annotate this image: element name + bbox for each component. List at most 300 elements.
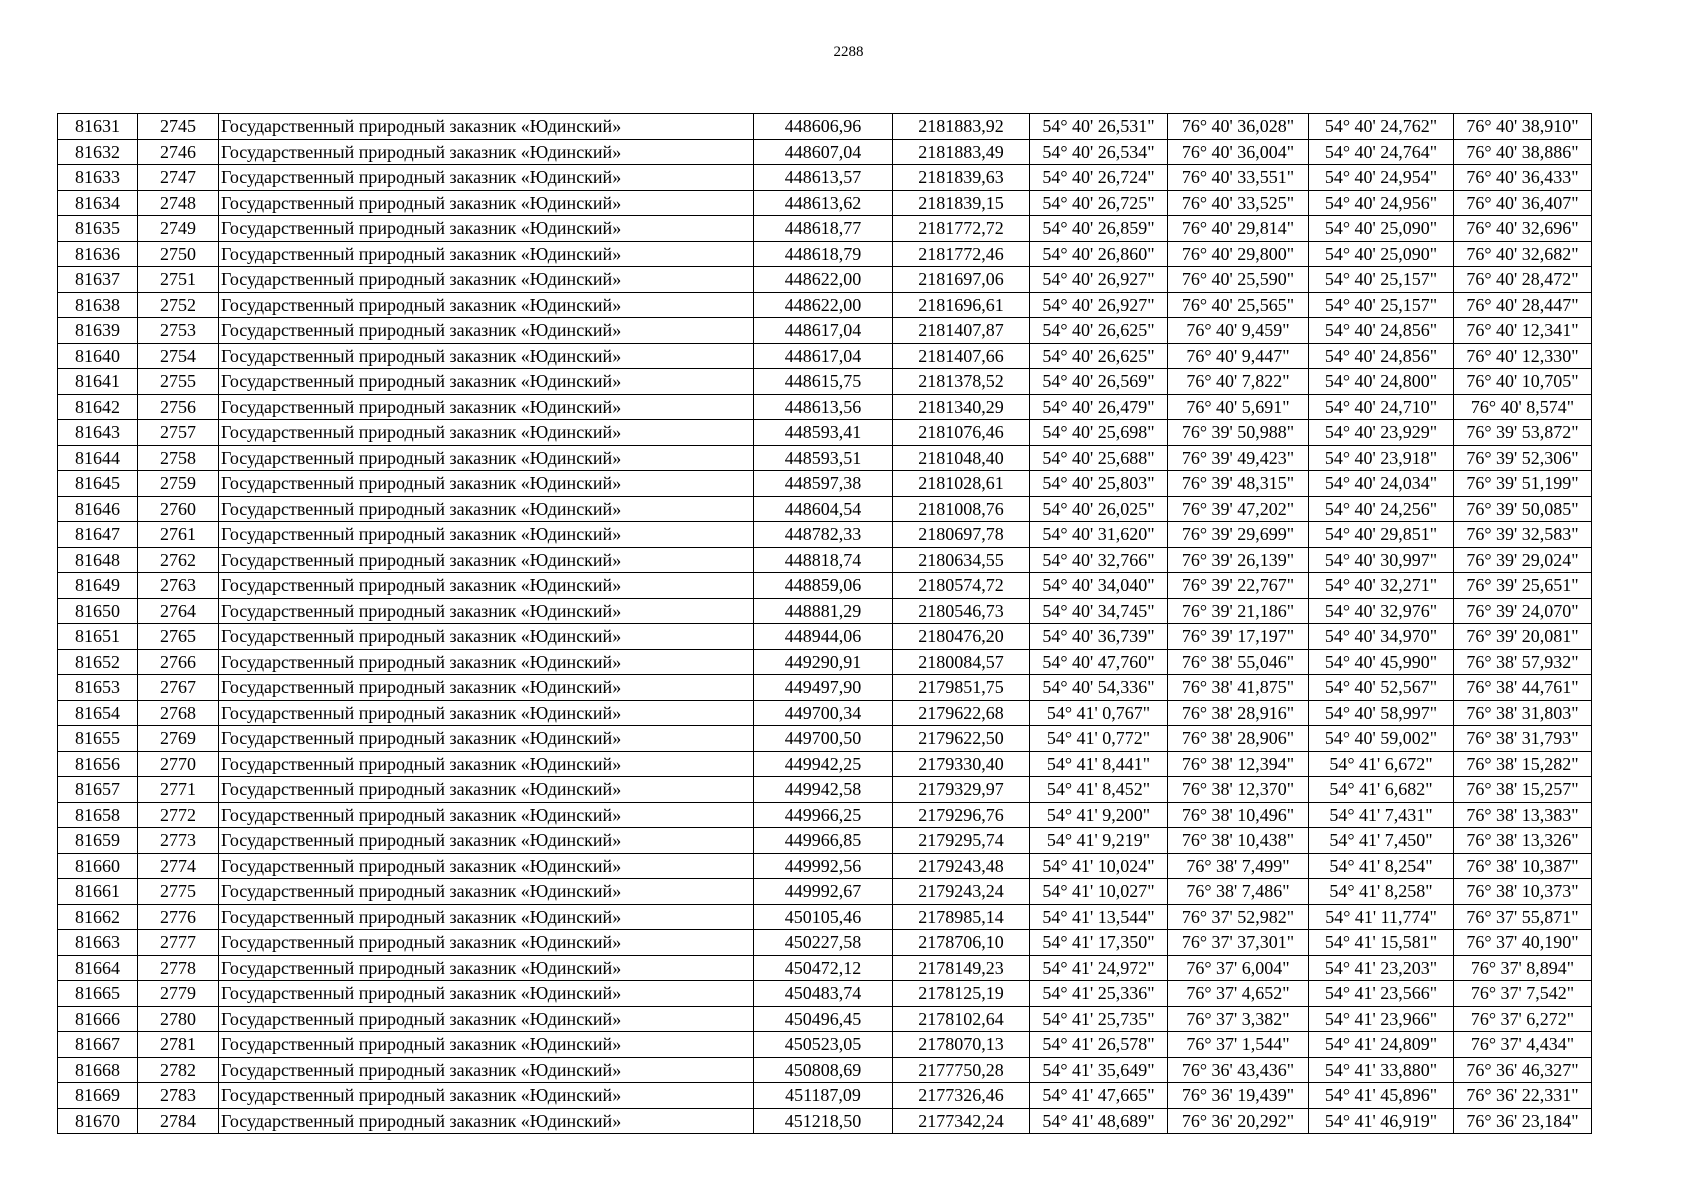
latitude-2-cell: 54° 40' 24,764"	[1309, 139, 1454, 165]
latitude-2-cell: 54° 40' 59,002"	[1309, 726, 1454, 752]
x-coordinate-cell: 448615,75	[754, 369, 893, 395]
y-coordinate-cell: 2178706,10	[893, 930, 1030, 956]
point-number-cell: 2757	[138, 420, 219, 446]
y-coordinate-cell: 2180634,55	[893, 547, 1030, 573]
y-coordinate-cell: 2181772,72	[893, 216, 1030, 242]
table-row	[58, 1032, 1592, 1058]
x-coordinate-cell: 448617,04	[754, 343, 893, 369]
latitude-1-cell: 54° 40' 25,803"	[1030, 471, 1168, 497]
reserve-name-cell: Государственный природный заказник «Юдинский»	[219, 573, 754, 599]
row-id-cell: 81640	[58, 343, 138, 369]
reserve-name-cell: Государственный природный заказник «Юдинский»	[219, 471, 754, 497]
longitude-1-cell: 76° 39' 50,988"	[1168, 420, 1309, 446]
latitude-2-cell: 54° 40' 25,157"	[1309, 292, 1454, 318]
x-coordinate-cell: 449290,91	[754, 649, 893, 675]
row-id-cell: 81662	[58, 904, 138, 930]
row-id-cell: 81646	[58, 496, 138, 522]
reserve-name-cell: Государственный природный заказник «Юдинский»	[219, 190, 754, 216]
longitude-1-cell: 76° 39' 17,197"	[1168, 624, 1309, 650]
y-coordinate-cell: 2178070,13	[893, 1032, 1030, 1058]
table-row	[58, 343, 1592, 369]
row-id-cell: 81661	[58, 879, 138, 905]
longitude-1-cell: 76° 39' 48,315"	[1168, 471, 1309, 497]
row-id-cell: 81663	[58, 930, 138, 956]
latitude-1-cell: 54° 40' 26,859"	[1030, 216, 1168, 242]
reserve-name-cell: Государственный природный заказник «Юдинский»	[219, 216, 754, 242]
reserve-name-cell: Государственный природный заказник «Юдинский»	[219, 267, 754, 293]
y-coordinate-cell: 2179622,68	[893, 700, 1030, 726]
row-id-cell: 81653	[58, 675, 138, 701]
latitude-2-cell: 54° 40' 45,990"	[1309, 649, 1454, 675]
y-coordinate-cell: 2179622,50	[893, 726, 1030, 752]
longitude-1-cell: 76° 38' 12,394"	[1168, 751, 1309, 777]
longitude-1-cell: 76° 40' 25,565"	[1168, 292, 1309, 318]
y-coordinate-cell: 2181008,76	[893, 496, 1030, 522]
point-number-cell: 2751	[138, 267, 219, 293]
latitude-2-cell: 54° 41' 6,682"	[1309, 777, 1454, 803]
x-coordinate-cell: 448881,29	[754, 598, 893, 624]
latitude-2-cell: 54° 40' 24,256"	[1309, 496, 1454, 522]
x-coordinate-cell: 448782,33	[754, 522, 893, 548]
x-coordinate-cell: 450808,69	[754, 1057, 893, 1083]
reserve-name-cell: Государственный природный заказник «Юдинский»	[219, 955, 754, 981]
longitude-1-cell: 76° 40' 7,822"	[1168, 369, 1309, 395]
reserve-name-cell: Государственный природный заказник «Юдинский»	[219, 777, 754, 803]
latitude-2-cell: 54° 40' 32,976"	[1309, 598, 1454, 624]
latitude-1-cell: 54° 40' 26,479"	[1030, 394, 1168, 420]
y-coordinate-cell: 2178149,23	[893, 955, 1030, 981]
longitude-2-cell: 76° 38' 10,387"	[1454, 853, 1592, 879]
longitude-2-cell: 76° 38' 13,326"	[1454, 828, 1592, 854]
row-id-cell: 81649	[58, 573, 138, 599]
y-coordinate-cell: 2181340,29	[893, 394, 1030, 420]
latitude-2-cell: 54° 41' 6,672"	[1309, 751, 1454, 777]
longitude-2-cell: 76° 40' 36,433"	[1454, 165, 1592, 191]
y-coordinate-cell: 2178985,14	[893, 904, 1030, 930]
point-number-cell: 2770	[138, 751, 219, 777]
longitude-2-cell: 76° 40' 10,705"	[1454, 369, 1592, 395]
table-row	[58, 318, 1592, 344]
longitude-1-cell: 76° 36' 19,439"	[1168, 1083, 1309, 1109]
longitude-1-cell: 76° 40' 29,814"	[1168, 216, 1309, 242]
table-row	[58, 471, 1592, 497]
y-coordinate-cell: 2179243,48	[893, 853, 1030, 879]
table-row	[58, 114, 1592, 140]
longitude-2-cell: 76° 40' 36,407"	[1454, 190, 1592, 216]
x-coordinate-cell: 448618,77	[754, 216, 893, 242]
point-number-cell: 2747	[138, 165, 219, 191]
table-row	[58, 139, 1592, 165]
longitude-2-cell: 76° 37' 7,542"	[1454, 981, 1592, 1007]
point-number-cell: 2758	[138, 445, 219, 471]
table-row	[58, 445, 1592, 471]
table-row	[58, 522, 1592, 548]
x-coordinate-cell: 450496,45	[754, 1006, 893, 1032]
latitude-1-cell: 54° 40' 34,040"	[1030, 573, 1168, 599]
latitude-1-cell: 54° 40' 26,625"	[1030, 318, 1168, 344]
row-id-cell: 81647	[58, 522, 138, 548]
reserve-name-cell: Государственный природный заказник «Юдинский»	[219, 930, 754, 956]
longitude-2-cell: 76° 39' 32,583"	[1454, 522, 1592, 548]
latitude-1-cell: 54° 40' 26,927"	[1030, 267, 1168, 293]
y-coordinate-cell: 2180476,20	[893, 624, 1030, 650]
latitude-1-cell: 54° 41' 10,024"	[1030, 853, 1168, 879]
latitude-1-cell: 54° 41' 48,689"	[1030, 1108, 1168, 1134]
latitude-1-cell: 54° 40' 26,927"	[1030, 292, 1168, 318]
x-coordinate-cell: 449497,90	[754, 675, 893, 701]
latitude-1-cell: 54° 40' 31,620"	[1030, 522, 1168, 548]
longitude-2-cell: 76° 39' 24,070"	[1454, 598, 1592, 624]
x-coordinate-cell: 450472,12	[754, 955, 893, 981]
latitude-1-cell: 54° 40' 26,025"	[1030, 496, 1168, 522]
longitude-2-cell: 76° 36' 23,184"	[1454, 1108, 1592, 1134]
table-row	[58, 751, 1592, 777]
latitude-1-cell: 54° 41' 0,772"	[1030, 726, 1168, 752]
reserve-name-cell: Государственный природный заказник «Юдинский»	[219, 547, 754, 573]
reserve-name-cell: Государственный природный заказник «Юдинский»	[219, 726, 754, 752]
y-coordinate-cell: 2178125,19	[893, 981, 1030, 1007]
point-number-cell: 2773	[138, 828, 219, 854]
table-row	[58, 267, 1592, 293]
table-row	[58, 598, 1592, 624]
x-coordinate-cell: 448613,62	[754, 190, 893, 216]
latitude-1-cell: 54° 40' 26,860"	[1030, 241, 1168, 267]
point-number-cell: 2752	[138, 292, 219, 318]
longitude-2-cell: 76° 39' 51,199"	[1454, 471, 1592, 497]
reserve-name-cell: Государственный природный заказник «Юдинский»	[219, 292, 754, 318]
latitude-1-cell: 54° 41' 13,544"	[1030, 904, 1168, 930]
x-coordinate-cell: 451218,50	[754, 1108, 893, 1134]
row-id-cell: 81639	[58, 318, 138, 344]
latitude-2-cell: 54° 41' 8,254"	[1309, 853, 1454, 879]
y-coordinate-cell: 2181772,46	[893, 241, 1030, 267]
reserve-name-cell: Государственный природный заказник «Юдинский»	[219, 420, 754, 446]
x-coordinate-cell: 448606,96	[754, 114, 893, 140]
y-coordinate-cell: 2177326,46	[893, 1083, 1030, 1109]
reserve-name-cell: Государственный природный заказник «Юдинский»	[219, 241, 754, 267]
longitude-2-cell: 76° 38' 44,761"	[1454, 675, 1592, 701]
latitude-2-cell: 54° 40' 25,157"	[1309, 267, 1454, 293]
latitude-2-cell: 54° 40' 24,034"	[1309, 471, 1454, 497]
latitude-2-cell: 54° 40' 29,851"	[1309, 522, 1454, 548]
latitude-1-cell: 54° 40' 26,625"	[1030, 343, 1168, 369]
longitude-2-cell: 76° 40' 38,886"	[1454, 139, 1592, 165]
row-id-cell: 81634	[58, 190, 138, 216]
longitude-1-cell: 76° 39' 49,423"	[1168, 445, 1309, 471]
y-coordinate-cell: 2181028,61	[893, 471, 1030, 497]
longitude-1-cell: 76° 39' 22,767"	[1168, 573, 1309, 599]
longitude-1-cell: 76° 36' 43,436"	[1168, 1057, 1309, 1083]
reserve-name-cell: Государственный природный заказник «Юдинский»	[219, 828, 754, 854]
x-coordinate-cell: 449700,50	[754, 726, 893, 752]
y-coordinate-cell: 2178102,64	[893, 1006, 1030, 1032]
point-number-cell: 2775	[138, 879, 219, 905]
x-coordinate-cell: 449992,67	[754, 879, 893, 905]
table-row	[58, 853, 1592, 879]
longitude-1-cell: 76° 40' 36,028"	[1168, 114, 1309, 140]
longitude-2-cell: 76° 39' 20,081"	[1454, 624, 1592, 650]
row-id-cell: 81658	[58, 802, 138, 828]
x-coordinate-cell: 449700,34	[754, 700, 893, 726]
table-row	[58, 930, 1592, 956]
table-row	[58, 394, 1592, 420]
longitude-2-cell: 76° 40' 12,330"	[1454, 343, 1592, 369]
table-row	[58, 777, 1592, 803]
row-id-cell: 81657	[58, 777, 138, 803]
x-coordinate-cell: 448617,04	[754, 318, 893, 344]
table-row	[58, 675, 1592, 701]
latitude-1-cell: 54° 41' 35,649"	[1030, 1057, 1168, 1083]
y-coordinate-cell: 2181696,61	[893, 292, 1030, 318]
latitude-1-cell: 54° 40' 54,336"	[1030, 675, 1168, 701]
y-coordinate-cell: 2180574,72	[893, 573, 1030, 599]
longitude-2-cell: 76° 38' 57,932"	[1454, 649, 1592, 675]
table-row	[58, 1083, 1592, 1109]
longitude-1-cell: 76° 37' 6,004"	[1168, 955, 1309, 981]
point-number-cell: 2769	[138, 726, 219, 752]
table-row	[58, 369, 1592, 395]
latitude-2-cell: 54° 40' 32,271"	[1309, 573, 1454, 599]
latitude-2-cell: 54° 41' 15,581"	[1309, 930, 1454, 956]
longitude-1-cell: 76° 36' 20,292"	[1168, 1108, 1309, 1134]
reserve-name-cell: Государственный природный заказник «Юдинский»	[219, 675, 754, 701]
row-id-cell: 81654	[58, 700, 138, 726]
latitude-2-cell: 54° 40' 30,997"	[1309, 547, 1454, 573]
latitude-1-cell: 54° 40' 34,745"	[1030, 598, 1168, 624]
reserve-name-cell: Государственный природный заказник «Юдинский»	[219, 1108, 754, 1134]
longitude-1-cell: 76° 38' 7,499"	[1168, 853, 1309, 879]
row-id-cell: 81633	[58, 165, 138, 191]
row-id-cell: 81632	[58, 139, 138, 165]
latitude-1-cell: 54° 41' 10,027"	[1030, 879, 1168, 905]
point-number-cell: 2763	[138, 573, 219, 599]
latitude-1-cell: 54° 41' 8,452"	[1030, 777, 1168, 803]
row-id-cell: 81668	[58, 1057, 138, 1083]
reserve-name-cell: Государственный природный заказник «Юдинский»	[219, 598, 754, 624]
latitude-2-cell: 54° 41' 8,258"	[1309, 879, 1454, 905]
longitude-2-cell: 76° 40' 32,682"	[1454, 241, 1592, 267]
reserve-name-cell: Государственный природный заказник «Юдинский»	[219, 649, 754, 675]
longitude-2-cell: 76° 39' 25,651"	[1454, 573, 1592, 599]
row-id-cell: 81643	[58, 420, 138, 446]
point-number-cell: 2771	[138, 777, 219, 803]
longitude-1-cell: 76° 38' 28,916"	[1168, 700, 1309, 726]
y-coordinate-cell: 2177342,24	[893, 1108, 1030, 1134]
longitude-1-cell: 76° 40' 33,525"	[1168, 190, 1309, 216]
point-number-cell: 2750	[138, 241, 219, 267]
point-number-cell: 2765	[138, 624, 219, 650]
longitude-1-cell: 76° 38' 10,496"	[1168, 802, 1309, 828]
latitude-1-cell: 54° 41' 9,200"	[1030, 802, 1168, 828]
longitude-2-cell: 76° 37' 6,272"	[1454, 1006, 1592, 1032]
y-coordinate-cell: 2181839,63	[893, 165, 1030, 191]
point-number-cell: 2761	[138, 522, 219, 548]
row-id-cell: 81670	[58, 1108, 138, 1134]
row-id-cell: 81667	[58, 1032, 138, 1058]
latitude-2-cell: 54° 40' 25,090"	[1309, 216, 1454, 242]
row-id-cell: 81664	[58, 955, 138, 981]
x-coordinate-cell: 448593,41	[754, 420, 893, 446]
row-id-cell: 81635	[58, 216, 138, 242]
latitude-1-cell: 54° 40' 36,739"	[1030, 624, 1168, 650]
x-coordinate-cell: 448618,79	[754, 241, 893, 267]
longitude-1-cell: 76° 37' 52,982"	[1168, 904, 1309, 930]
row-id-cell: 81644	[58, 445, 138, 471]
point-number-cell: 2774	[138, 853, 219, 879]
y-coordinate-cell: 2181883,92	[893, 114, 1030, 140]
table-row	[58, 700, 1592, 726]
point-number-cell: 2760	[138, 496, 219, 522]
point-number-cell: 2778	[138, 955, 219, 981]
row-id-cell: 81642	[58, 394, 138, 420]
point-number-cell: 2783	[138, 1083, 219, 1109]
row-id-cell: 81669	[58, 1083, 138, 1109]
latitude-2-cell: 54° 41' 23,966"	[1309, 1006, 1454, 1032]
y-coordinate-cell: 2181407,66	[893, 343, 1030, 369]
latitude-2-cell: 54° 40' 24,710"	[1309, 394, 1454, 420]
longitude-1-cell: 76° 39' 47,202"	[1168, 496, 1309, 522]
longitude-2-cell: 76° 39' 52,306"	[1454, 445, 1592, 471]
latitude-2-cell: 54° 40' 24,856"	[1309, 343, 1454, 369]
x-coordinate-cell: 449966,85	[754, 828, 893, 854]
x-coordinate-cell: 448613,56	[754, 394, 893, 420]
table-row	[58, 955, 1592, 981]
longitude-1-cell: 76° 37' 1,544"	[1168, 1032, 1309, 1058]
latitude-2-cell: 54° 40' 25,090"	[1309, 241, 1454, 267]
x-coordinate-cell: 449942,25	[754, 751, 893, 777]
x-coordinate-cell: 449942,58	[754, 777, 893, 803]
y-coordinate-cell: 2181378,52	[893, 369, 1030, 395]
table-row	[58, 624, 1592, 650]
longitude-1-cell: 76° 37' 4,652"	[1168, 981, 1309, 1007]
longitude-2-cell: 76° 37' 40,190"	[1454, 930, 1592, 956]
point-number-cell: 2767	[138, 675, 219, 701]
y-coordinate-cell: 2179296,76	[893, 802, 1030, 828]
row-id-cell: 81655	[58, 726, 138, 752]
row-id-cell: 81631	[58, 114, 138, 140]
latitude-2-cell: 54° 40' 58,997"	[1309, 700, 1454, 726]
y-coordinate-cell: 2179851,75	[893, 675, 1030, 701]
latitude-1-cell: 54° 40' 25,698"	[1030, 420, 1168, 446]
reserve-name-cell: Государственный природный заказник «Юдинский»	[219, 1057, 754, 1083]
point-number-cell: 2746	[138, 139, 219, 165]
reserve-name-cell: Государственный природный заказник «Юдинский»	[219, 700, 754, 726]
y-coordinate-cell: 2180546,73	[893, 598, 1030, 624]
row-id-cell: 81637	[58, 267, 138, 293]
longitude-1-cell: 76° 40' 9,459"	[1168, 318, 1309, 344]
x-coordinate-cell: 448593,51	[754, 445, 893, 471]
point-number-cell: 2764	[138, 598, 219, 624]
y-coordinate-cell: 2181048,40	[893, 445, 1030, 471]
reserve-name-cell: Государственный природный заказник «Юдинский»	[219, 496, 754, 522]
row-id-cell: 81656	[58, 751, 138, 777]
row-id-cell: 81641	[58, 369, 138, 395]
longitude-2-cell: 76° 36' 22,331"	[1454, 1083, 1592, 1109]
table-row	[58, 802, 1592, 828]
point-number-cell: 2749	[138, 216, 219, 242]
longitude-1-cell: 76° 39' 26,139"	[1168, 547, 1309, 573]
longitude-1-cell: 76° 38' 12,370"	[1168, 777, 1309, 803]
longitude-2-cell: 76° 39' 29,024"	[1454, 547, 1592, 573]
point-number-cell: 2784	[138, 1108, 219, 1134]
row-id-cell: 81652	[58, 649, 138, 675]
x-coordinate-cell: 450105,46	[754, 904, 893, 930]
point-number-cell: 2777	[138, 930, 219, 956]
longitude-1-cell: 76° 40' 33,551"	[1168, 165, 1309, 191]
y-coordinate-cell: 2179329,97	[893, 777, 1030, 803]
longitude-1-cell: 76° 39' 29,699"	[1168, 522, 1309, 548]
y-coordinate-cell: 2179243,24	[893, 879, 1030, 905]
table-row	[58, 547, 1592, 573]
latitude-2-cell: 54° 41' 24,809"	[1309, 1032, 1454, 1058]
x-coordinate-cell: 448859,06	[754, 573, 893, 599]
reserve-name-cell: Государственный природный заказник «Юдинский»	[219, 165, 754, 191]
point-number-cell: 2753	[138, 318, 219, 344]
latitude-2-cell: 54° 40' 24,800"	[1309, 369, 1454, 395]
table-row	[58, 420, 1592, 446]
latitude-2-cell: 54° 41' 45,896"	[1309, 1083, 1454, 1109]
latitude-1-cell: 54° 40' 26,534"	[1030, 139, 1168, 165]
latitude-2-cell: 54° 40' 24,762"	[1309, 114, 1454, 140]
latitude-1-cell: 54° 41' 24,972"	[1030, 955, 1168, 981]
longitude-2-cell: 76° 38' 15,282"	[1454, 751, 1592, 777]
longitude-1-cell: 76° 37' 3,382"	[1168, 1006, 1309, 1032]
row-id-cell: 81666	[58, 1006, 138, 1032]
reserve-name-cell: Государственный природный заказник «Юдинский»	[219, 369, 754, 395]
latitude-1-cell: 54° 41' 9,219"	[1030, 828, 1168, 854]
latitude-1-cell: 54° 40' 32,766"	[1030, 547, 1168, 573]
row-id-cell: 81665	[58, 981, 138, 1007]
row-id-cell: 81648	[58, 547, 138, 573]
x-coordinate-cell: 450523,05	[754, 1032, 893, 1058]
point-number-cell: 2776	[138, 904, 219, 930]
y-coordinate-cell: 2181883,49	[893, 139, 1030, 165]
row-id-cell: 81638	[58, 292, 138, 318]
latitude-1-cell: 54° 41' 8,441"	[1030, 751, 1168, 777]
latitude-1-cell: 54° 41' 0,767"	[1030, 700, 1168, 726]
reserve-name-cell: Государственный природный заказник «Юдинский»	[219, 445, 754, 471]
latitude-1-cell: 54° 40' 26,725"	[1030, 190, 1168, 216]
x-coordinate-cell: 449966,25	[754, 802, 893, 828]
x-coordinate-cell: 448944,06	[754, 624, 893, 650]
longitude-1-cell: 76° 38' 55,046"	[1168, 649, 1309, 675]
latitude-1-cell: 54° 40' 26,569"	[1030, 369, 1168, 395]
latitude-1-cell: 54° 40' 26,531"	[1030, 114, 1168, 140]
table-body	[58, 114, 1592, 1134]
row-id-cell: 81650	[58, 598, 138, 624]
longitude-2-cell: 76° 36' 46,327"	[1454, 1057, 1592, 1083]
latitude-1-cell: 54° 41' 17,350"	[1030, 930, 1168, 956]
longitude-2-cell: 76° 37' 4,434"	[1454, 1032, 1592, 1058]
x-coordinate-cell: 449992,56	[754, 853, 893, 879]
point-number-cell: 2748	[138, 190, 219, 216]
table-row	[58, 1057, 1592, 1083]
latitude-2-cell: 54° 41' 46,919"	[1309, 1108, 1454, 1134]
longitude-2-cell: 76° 37' 8,894"	[1454, 955, 1592, 981]
latitude-1-cell: 54° 41' 25,336"	[1030, 981, 1168, 1007]
point-number-cell: 2754	[138, 343, 219, 369]
longitude-2-cell: 76° 40' 8,574"	[1454, 394, 1592, 420]
longitude-2-cell: 76° 40' 38,910"	[1454, 114, 1592, 140]
point-number-cell: 2772	[138, 802, 219, 828]
latitude-2-cell: 54° 41' 33,880"	[1309, 1057, 1454, 1083]
x-coordinate-cell: 448818,74	[754, 547, 893, 573]
longitude-1-cell: 76° 40' 29,800"	[1168, 241, 1309, 267]
coordinates-table	[57, 113, 1592, 1134]
reserve-name-cell: Государственный природный заказник «Юдинский»	[219, 624, 754, 650]
latitude-1-cell: 54° 40' 47,760"	[1030, 649, 1168, 675]
point-number-cell: 2766	[138, 649, 219, 675]
